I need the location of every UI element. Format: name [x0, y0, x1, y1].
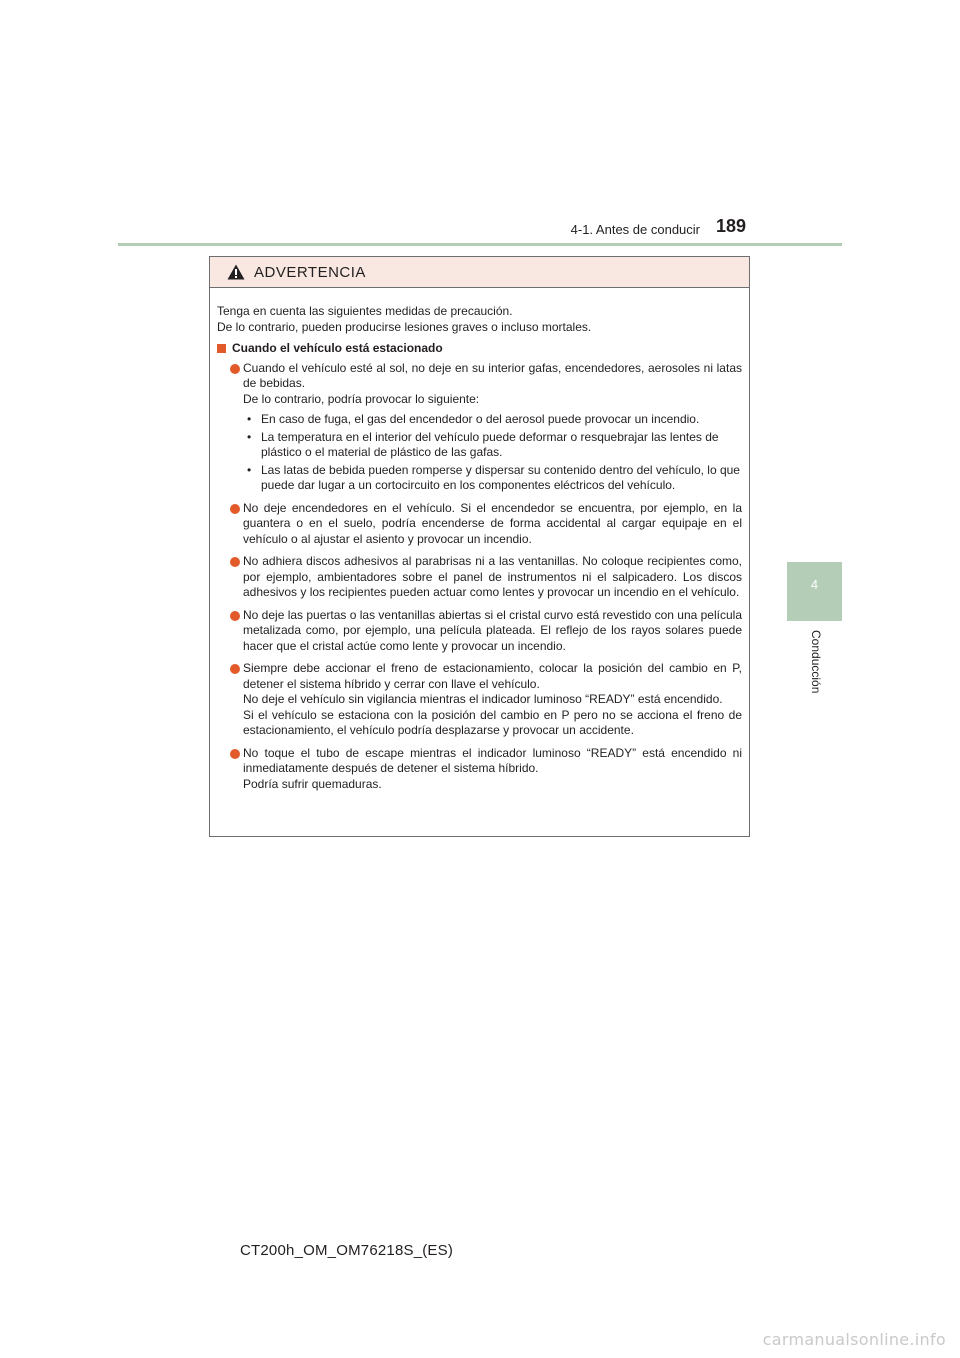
watermark: carmanualsonline.info — [762, 1330, 946, 1349]
list-item — [217, 554, 742, 601]
warning-body — [210, 288, 749, 792]
bullet-text: Cuando el vehículo esté al sol, no deje en su interior gafas, encendedores, aerosoles ni latas de bebidas. — [243, 360, 742, 390]
bullet-text: No deje encendedores en el vehículo. Si el encendedor se encuentra, por ejemplo, en la guantera o en el suelo, podría encenderse de forma accidental al cargar equipaje en el vehículo o al ajustar el asiento y provocar un incendio. — [243, 500, 742, 546]
header-rule — [118, 243, 842, 246]
list-item — [217, 661, 742, 739]
sublist-item — [243, 412, 742, 428]
sublist-text: Las latas de bebida pueden romperse y dispersar su contenido dentro del vehículo, lo que puede dar lugar a un cortocircuito en los componentes eléctricos del vehículo. — [261, 462, 740, 492]
intro-line: Tenga en cuenta las siguientes medidas de precaución. — [217, 304, 513, 318]
small-bullet-icon: • — [247, 412, 252, 426]
list-item — [217, 608, 742, 655]
sublist-text: La temperatura en el interior del vehículo puede deformar o resquebrajar las lentes de plástico o el material de plástico de las gafas. — [261, 429, 719, 459]
section-title: 4-1. Antes de conducir — [570, 222, 700, 237]
bullet-text: Si el vehículo se estaciona con la posición del cambio en P pero no se acciona el freno de estacionamiento, el vehículo podría desplazarse y provocar un accidente. — [243, 707, 742, 737]
document-code: CT200h_OM_OM76218S_(ES) — [240, 1242, 454, 1259]
bullet-text: No toque el tubo de escape mientras el indicador luminoso “READY” está encendido ni inmediatamente después de detener el sistema híbrido. — [243, 745, 742, 775]
round-bullet-icon — [230, 749, 240, 759]
sublist-item — [243, 463, 742, 494]
subheading — [217, 341, 742, 357]
round-bullet-icon — [230, 504, 240, 514]
chapter-number: 4 — [810, 577, 819, 592]
small-bullet-icon: • — [247, 429, 252, 444]
round-bullet-icon — [230, 364, 240, 374]
chapter-name: Conducción — [809, 630, 823, 694]
list-item — [217, 746, 742, 793]
warning-intro — [217, 304, 742, 335]
square-bullet-icon — [217, 344, 226, 353]
bullet-text: No deje el vehículo sin vigilancia mientras el indicador luminoso “READY” está encendido. — [243, 692, 723, 706]
sublist-text: En caso de fuga, el gas del encendedor o del aerosol puede provocar un incendio. — [261, 412, 700, 426]
bullet-text: Podría sufrir quemaduras. — [243, 776, 382, 791]
warning-header — [210, 257, 749, 288]
bullet-text: Siempre debe accionar el freno de estacionamiento, colocar la posición del cambio en P, detener el sistema híbrido y cerrar con llave el vehículo. — [243, 661, 742, 691]
list-item — [217, 501, 742, 548]
list-item — [217, 361, 742, 494]
bullet-text: No adhiera discos adhesivos al parabrisas ni a las ventanillas. No coloque recipientes como, por ejemplo, ambientadores sobre el panel de instrumentos ni el salpicadero. Los discos adhesivos y los recipientes pueden actuar como lentes y provocar un incendio en el vehículo. — [243, 554, 742, 599]
bullet-text: De lo contrario, podría provocar lo siguiente: — [243, 391, 480, 406]
subheading-text: Cuando el vehículo está estacionado — [232, 341, 443, 355]
warning-triangle-icon — [227, 264, 245, 280]
sublist-item — [243, 430, 742, 461]
round-bullet-icon — [230, 664, 240, 674]
warning-box — [209, 256, 750, 837]
intro-line: De lo contrario, pueden producirse lesiones graves o incluso mortales. — [217, 319, 592, 334]
bullet-text: No deje las puertas o las ventanillas abiertas si el cristal curvo está revestido con una película metalizada como, por ejemplo, una película plateada. El reflejo de los rayos solares puede hacer que el cristal actúe como lente y provocar un incendio. — [243, 607, 742, 653]
round-bullet-icon — [230, 611, 240, 621]
page-number: 189 — [716, 216, 747, 236]
sublist — [243, 412, 742, 494]
warning-title: ADVERTENCIA — [254, 263, 366, 281]
small-bullet-icon: • — [247, 462, 252, 477]
round-bullet-icon — [230, 557, 240, 567]
